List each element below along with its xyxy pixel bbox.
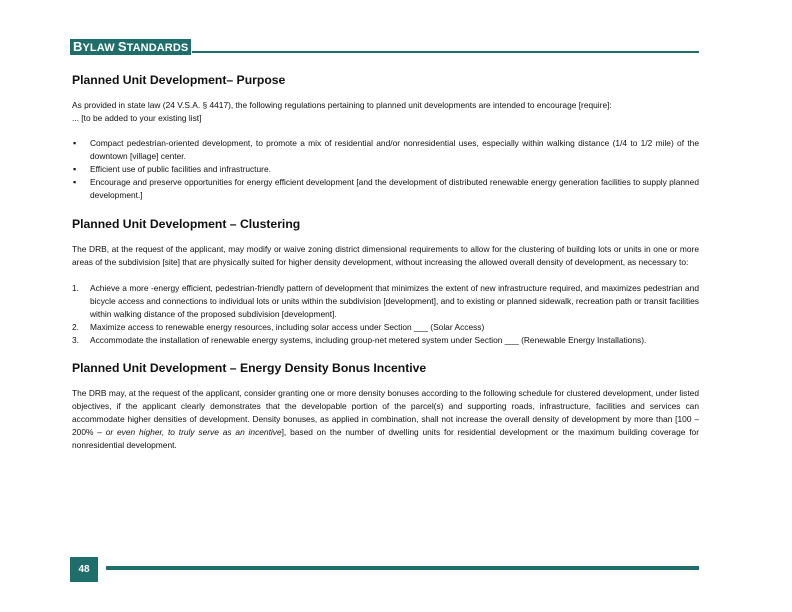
page-number: 48	[70, 557, 98, 582]
section-heading-clustering: Planned Unit Development – Clustering	[72, 217, 301, 231]
purpose-note: ... [to be added to your existing list]	[72, 113, 202, 123]
section-heading-purpose: Planned Unit Development– Purpose	[72, 73, 286, 87]
section-header-tag	[70, 39, 191, 55]
list-item-text: Accommodate the installation of renewable energy systems, including group-net metered system under Section ___ (Renewable Energy Installations).	[90, 335, 647, 345]
header-letter: B	[73, 39, 83, 54]
list-item	[72, 334, 699, 347]
paragraph-text: ], based on the number of dwelling units for residential development or the maximum building coverage for nonresidential development.	[72, 427, 699, 450]
paragraph-text: The DRB may, at the request of the applicant, consider granting one or more density bonuses according to the following schedule for clustered development, under listed objectives, if the applicant clearly demonstrates that the developable portion of the parcel(s) and supporting roads, infrastructure, facilities and services can accommodate higher densities of development. Density bonuses, as applied in combination, shall not increase the overall density of development by more than [100 – 200% –	[72, 388, 699, 437]
list-item-text: Achieve a more -energy efficient, pedestrian-friendly pattern of development that minimizes the extent of new infrastructure required, and maximizes pedestrian and bicycle access and connections to individual lots or units within the subdivision [development], and to existing or planned sidewalk, recreation path or transit facilities within walking distance of the proposed subdivision [development].	[90, 283, 699, 319]
density-bonus-paragraph	[72, 387, 699, 452]
purpose-bullet-list	[72, 137, 699, 202]
list-item: ▪ Efficient use of public facilities and infrastructure.	[72, 163, 699, 176]
list-number: 2.	[72, 322, 79, 332]
footer-rule	[106, 566, 699, 570]
page-content	[72, 72, 699, 452]
list-item: ▪ Encourage and preserve opportunities for energy efficient development [and the development of distributed renewable energy generation facilities to supply planned development.]	[72, 176, 699, 202]
list-item	[72, 321, 699, 334]
list-item: ▪ Compact pedestrian-oriented development, to promote a mix of residential and/or nonresidential uses, especially within walking distance (1/4 to 1/2 mile) of the downtown [village] center.	[72, 137, 699, 163]
paragraph-italic-text: or even higher, to truly serve as an incentive	[105, 427, 282, 437]
list-item-text: Maximize access to renewable energy resources, including solar access under Section ___ (Solar Access)	[90, 322, 485, 332]
header-rule	[192, 51, 699, 53]
purpose-intro: As provided in state law (24 V.S.A. § 4417), the following regulations pertaining to planned unit developments are intended to encourage [require]:	[72, 100, 612, 110]
section-heading-density-bonus: Planned Unit Development – Energy Density Bonus Incentive	[72, 361, 427, 375]
list-item	[72, 282, 699, 321]
header-text: TANDARDS	[126, 42, 189, 54]
header-letter: S	[117, 39, 127, 54]
clustering-numbered-list	[72, 282, 699, 347]
list-number: 3.	[72, 335, 79, 345]
clustering-intro: The DRB, at the request of the applicant, may modify or waive zoning district dimensional requirements to allow for the clustering of building lots or units in one or more areas of the subdivision [site] that are physically suited for higher density development, without increasing the allowed overall density of development, as necessary to:	[72, 244, 699, 267]
list-number: 1.	[72, 283, 79, 293]
header-text: YLAW	[82, 42, 118, 54]
